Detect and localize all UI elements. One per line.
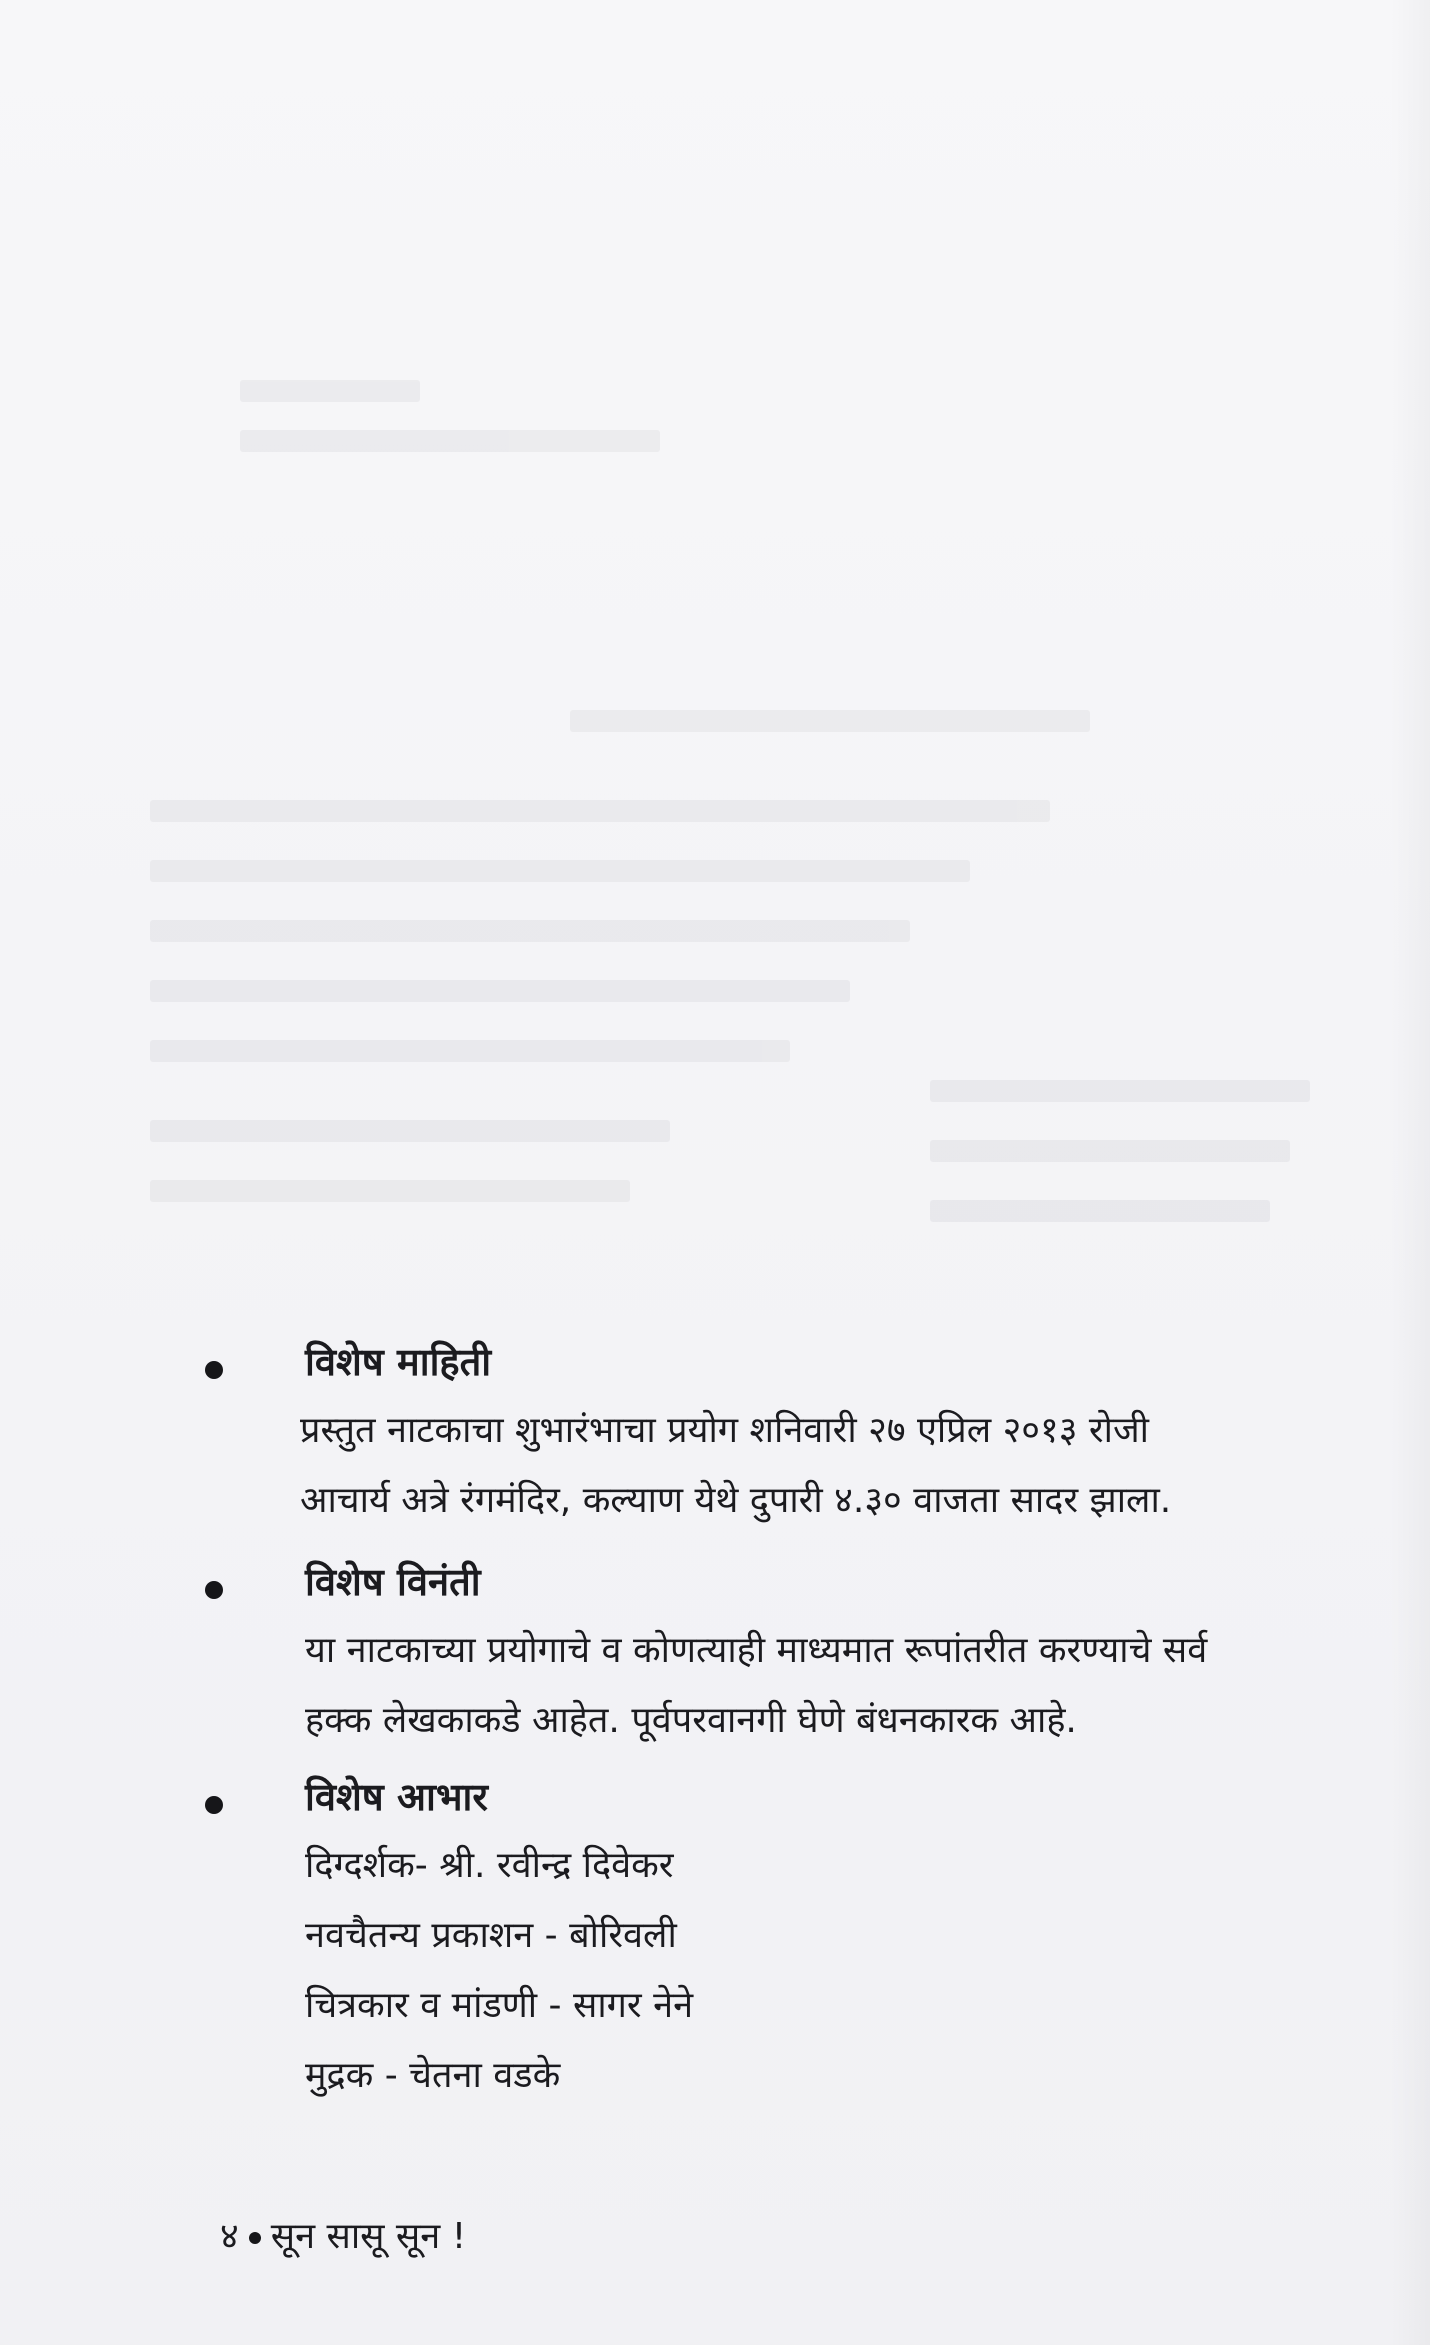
bullet-icon	[205, 1581, 223, 1599]
book-title: सून सासू सून !	[270, 2216, 467, 2257]
section-heading: विशेष माहिती	[305, 1340, 492, 1384]
credit-line-director: दिग्दर्शक- श्री. रवीन्द्र दिवेकर	[305, 1845, 674, 1886]
paragraph-line: प्रस्तुत नाटकाचा शुभारंभाचा प्रयोग शनिवारी २७ एप्रिल २०१३ रोजी	[300, 1410, 1149, 1451]
page-edge-shadow	[1390, 0, 1430, 2345]
section-heading: विशेष विनंती	[305, 1560, 481, 1604]
bullet-icon	[205, 1361, 223, 1379]
bullet-icon	[205, 1796, 223, 1814]
paragraph-line: आचार्य अत्रे रंगमंदिर, कल्याण येथे दुपारी ४.३० वाजता सादर झाला.	[300, 1480, 1172, 1521]
section-heading: विशेष आभार	[305, 1775, 488, 1819]
footer-dot-icon	[249, 2232, 261, 2244]
credit-line-publisher: नवचैतन्य प्रकाशन - बोरिवली	[305, 1915, 677, 1956]
page-number: ४	[220, 2216, 239, 2257]
credit-line-printer: मुद्रक - चेतना वडके	[305, 2055, 561, 2096]
show-through-texture	[150, 380, 1400, 1330]
paragraph-line: या नाटकाच्या प्रयोगाचे व कोणत्याही माध्यमात रूपांतरीत करण्याचे सर्व	[305, 1630, 1208, 1671]
paragraph-line: हक्क लेखकाकडे आहेत. पूर्वपरवानगी घेणे बंधनकारक आहे.	[305, 1700, 1077, 1741]
page-footer	[220, 2210, 466, 2259]
credit-line-artist: चित्रकार व मांडणी - सागर नेने	[305, 1985, 694, 2026]
